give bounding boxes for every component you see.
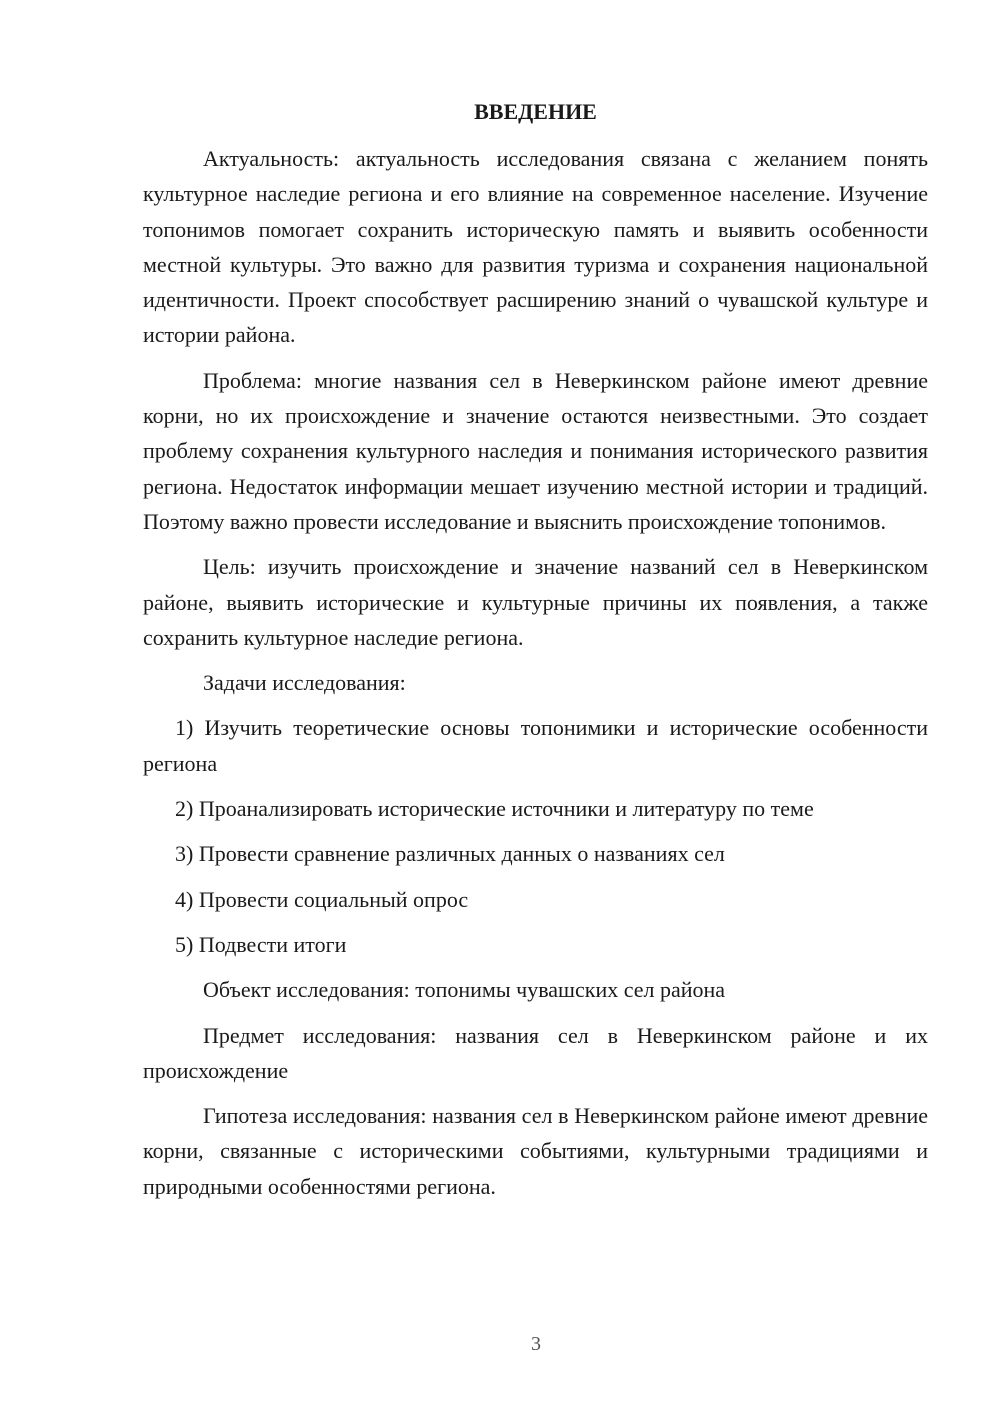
document-body <box>143 94 928 1214</box>
subject-paragraph: Предмет исследования: названия сел в Неверкинском районе и их происхождение <box>143 1022 928 1083</box>
page-number: 3 <box>531 1333 541 1355</box>
object-paragraph: Объект исследования: топонимы чувашских сел района <box>203 977 726 1003</box>
relevance-paragraph: Актуальность: актуальность исследования связана с желанием понять культурное наследие региона и его влияние на современное население. Изучение топонимов помогает сохранить историческую память и выявить особенности местной культуры. Это важно для развития туризма и сохранения национальной идентичности. Проект способствует расширению знаний о чувашской культуре и истории района. <box>143 146 928 348</box>
problem-paragraph: Проблема: многие названия сел в Неверкинском районе имеют древние корни, но их происхождение и значение остаются неизвестными. Это создает проблему сохранения культурного наследия и понимания исторического развития региона. Недостаток информации мешает изучению местной истории и традиций. Поэтому важно провести исследование и выяснить происхождение топонимов. <box>143 367 928 534</box>
task-item: 4) Провести социальный опрос <box>175 886 469 912</box>
page-title: ВВЕДЕНИЕ <box>474 99 597 124</box>
task-item: 1) Изучить теоретические основы топонимики и исторические особенности региона <box>143 715 928 776</box>
task-item: 3) Провести сравнение различных данных о названиях сел <box>175 841 725 867</box>
tasks-heading: Задачи исследования: <box>203 670 406 696</box>
hypothesis-paragraph: Гипотеза исследования: названия сел в Неверкинском районе имеют древние корни, связанные с историческими событиями, культурными традициями и природными особенностями региона. <box>143 1103 928 1199</box>
goal-paragraph: Цель: изучить происхождение и значение названий сел в Неверкинском районе, выявить исторические и культурные причины их появления, а также сохранить культурное наследие региона. <box>143 554 928 650</box>
task-item: 2) Проанализировать исторические источники и литературу по теме <box>175 796 814 822</box>
task-item: 5) Подвести итоги <box>175 931 347 957</box>
